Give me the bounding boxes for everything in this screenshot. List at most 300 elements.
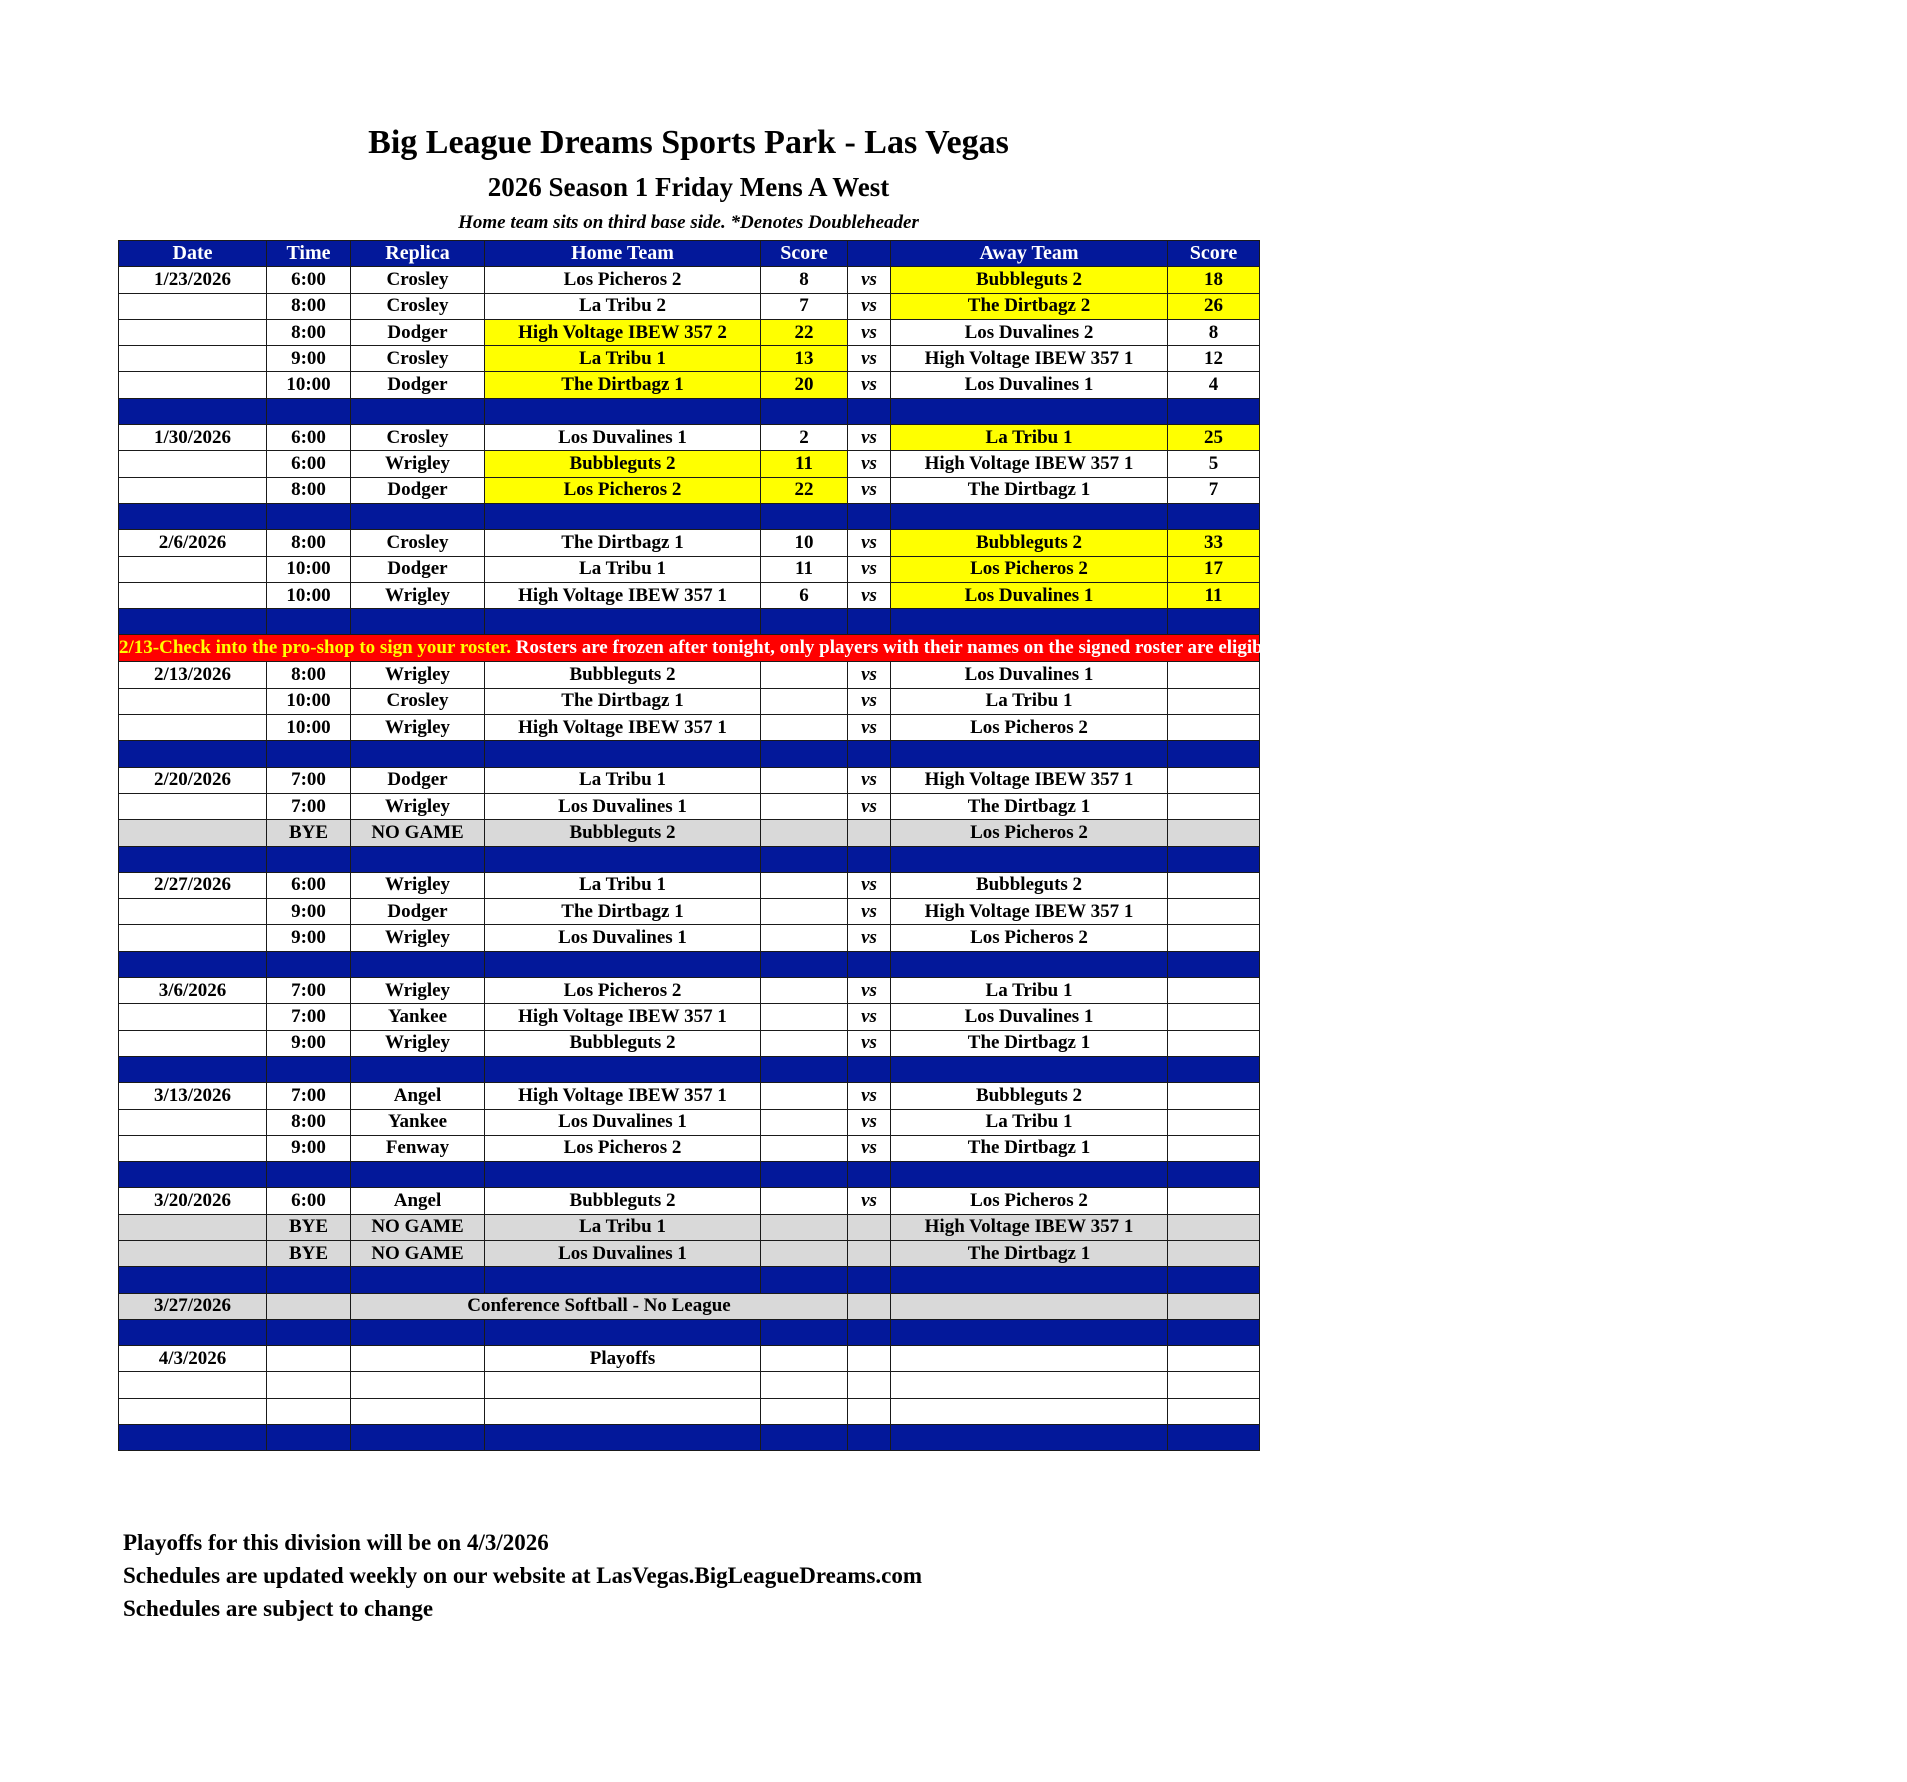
home-team-cell: The Dirtbagz 1 (485, 688, 761, 714)
game-row (119, 267, 1260, 293)
game-row (119, 451, 1260, 477)
cell (267, 1398, 351, 1424)
separator-cell (267, 1267, 351, 1293)
separator-cell (485, 1056, 761, 1082)
notice-row (119, 635, 1260, 662)
home-team-cell: Los Picheros 2 (485, 267, 761, 293)
home-team-cell: La Tribu 2 (485, 293, 761, 319)
field-cell: Wrigley (351, 662, 485, 688)
away-team-cell: High Voltage IBEW 357 1 (891, 451, 1168, 477)
away-team-cell: La Tribu 1 (891, 688, 1168, 714)
vs-cell: vs (848, 530, 891, 556)
cell (351, 1346, 485, 1372)
home-score-cell (761, 662, 848, 688)
time-cell: BYE (267, 820, 351, 846)
notice-text: Rosters are frozen after tonight, only players with their names on the signed roster are eligible for playoffs. Please check carefully as changes will not be made for omissions. (511, 637, 1907, 659)
away-score-cell (1168, 715, 1260, 741)
vs-cell: vs (848, 1030, 891, 1056)
separator-cell (1168, 398, 1260, 424)
date-cell: 2/13/2026 (119, 662, 267, 688)
separator-row (119, 1162, 1260, 1188)
separator-cell (761, 951, 848, 977)
field-cell: Crosley (351, 346, 485, 372)
away-score-cell: 11 (1168, 582, 1260, 608)
field-cell: Crosley (351, 267, 485, 293)
away-score-cell (1168, 925, 1260, 951)
time-cell: 6:00 (267, 872, 351, 898)
away-team-cell: High Voltage IBEW 357 1 (891, 899, 1168, 925)
conference-row (119, 1293, 1260, 1319)
game-row (119, 293, 1260, 319)
separator-cell (891, 398, 1168, 424)
away-score-cell (1168, 767, 1260, 793)
home-team-cell: Bubbleguts 2 (485, 1030, 761, 1056)
date-cell (119, 582, 267, 608)
separator-row (119, 1267, 1260, 1293)
separator-cell (485, 398, 761, 424)
date-cell (119, 1109, 267, 1135)
field-cell: Crosley (351, 293, 485, 319)
separator-cell (485, 846, 761, 872)
field-cell: Wrigley (351, 1030, 485, 1056)
page-subtitle: 2026 Season 1 Friday Mens A West (487, 172, 890, 202)
separator-cell (351, 1162, 485, 1188)
vs-cell (848, 1293, 891, 1319)
home-score-cell: 8 (761, 267, 848, 293)
home-team-cell: Los Duvalines 1 (485, 1109, 761, 1135)
cell (848, 1372, 891, 1398)
separator-cell (848, 1162, 891, 1188)
game-row (119, 1004, 1260, 1030)
vs-cell: vs (848, 372, 891, 398)
date-cell (119, 715, 267, 741)
away-team-cell: The Dirtbagz 1 (891, 1030, 1168, 1056)
date-cell (119, 477, 267, 503)
separator-cell (1168, 1425, 1260, 1451)
cell (119, 1372, 267, 1398)
time-cell: 10:00 (267, 556, 351, 582)
separator-cell (485, 1162, 761, 1188)
separator-cell (891, 503, 1168, 529)
away-team-cell: The Dirtbagz 1 (891, 793, 1168, 819)
date-cell: 3/13/2026 (119, 1083, 267, 1109)
date-cell: 2/27/2026 (119, 872, 267, 898)
field-cell: Angel (351, 1188, 485, 1214)
vs-cell: vs (848, 1188, 891, 1214)
separator-cell (1168, 1319, 1260, 1345)
separator-cell (351, 503, 485, 529)
playoffs-row (119, 1346, 1260, 1372)
home-team-cell: La Tribu 1 (485, 346, 761, 372)
home-team-cell: Los Picheros 2 (485, 1135, 761, 1161)
date-cell (119, 1135, 267, 1161)
date-cell (119, 1240, 267, 1266)
field-cell: Wrigley (351, 715, 485, 741)
home-team-cell: Los Duvalines 1 (485, 793, 761, 819)
separator-cell (1168, 609, 1260, 635)
home-team-cell: The Dirtbagz 1 (485, 530, 761, 556)
away-score-cell: 33 (1168, 530, 1260, 556)
field-cell: Yankee (351, 1004, 485, 1030)
cell (1168, 1372, 1260, 1398)
date-cell (119, 899, 267, 925)
time-cell: 9:00 (267, 346, 351, 372)
game-row (119, 688, 1260, 714)
away-team-cell: Los Duvalines 1 (891, 372, 1168, 398)
home-score-cell (761, 820, 848, 846)
vs-cell: vs (848, 978, 891, 1004)
vs-cell: vs (848, 451, 891, 477)
notice-highlight: Check into the pro-shop to sign your roster. (159, 637, 511, 659)
home-team-cell: Bubbleguts 2 (485, 1188, 761, 1214)
date-cell: 1/23/2026 (119, 267, 267, 293)
separator-cell (351, 741, 485, 767)
time-cell: BYE (267, 1240, 351, 1266)
away-score-cell: 17 (1168, 556, 1260, 582)
col-time: Time (267, 241, 351, 267)
home-score-cell: 2 (761, 425, 848, 451)
field-cell: Wrigley (351, 451, 485, 477)
vs-cell: vs (848, 715, 891, 741)
home-team-cell: Los Picheros 2 (485, 477, 761, 503)
separator-cell (848, 609, 891, 635)
home-team-cell: High Voltage IBEW 357 1 (485, 1083, 761, 1109)
separator-cell (485, 609, 761, 635)
vs-cell: vs (848, 872, 891, 898)
field-cell: Wrigley (351, 925, 485, 951)
date-cell (119, 319, 267, 345)
away-score-cell: 5 (1168, 451, 1260, 477)
separator-cell (351, 398, 485, 424)
away-team-cell: La Tribu 1 (891, 978, 1168, 1004)
game-row (119, 1214, 1260, 1240)
separator-cell (1168, 846, 1260, 872)
field-cell: Fenway (351, 1135, 485, 1161)
time-cell: 8:00 (267, 1109, 351, 1135)
home-score-cell (761, 872, 848, 898)
home-team-cell: La Tribu 1 (485, 556, 761, 582)
separator-cell (1168, 1162, 1260, 1188)
separator-cell (891, 609, 1168, 635)
separator-cell (485, 741, 761, 767)
date-cell (119, 372, 267, 398)
separator-row (119, 741, 1260, 767)
header-row (119, 241, 1260, 267)
away-team-cell: La Tribu 1 (891, 425, 1168, 451)
separator-cell (891, 1267, 1168, 1293)
time-cell: 9:00 (267, 1030, 351, 1056)
col-away-score: Score (1168, 241, 1260, 267)
game-row (119, 925, 1260, 951)
date-cell: 3/27/2026 (119, 1293, 267, 1319)
home-team-cell: High Voltage IBEW 357 1 (485, 715, 761, 741)
separator-cell (351, 846, 485, 872)
time-cell: 10:00 (267, 715, 351, 741)
vs-cell: vs (848, 477, 891, 503)
separator-cell (119, 1267, 267, 1293)
field-cell: Dodger (351, 319, 485, 345)
home-team-cell: Los Duvalines 1 (485, 925, 761, 951)
separator-cell (119, 1319, 267, 1345)
away-team-cell (891, 1293, 1168, 1319)
schedule-table (118, 240, 1907, 1451)
cell (761, 1372, 848, 1398)
time-cell: 10:00 (267, 582, 351, 608)
col-vs (848, 241, 891, 267)
home-score-cell (761, 1188, 848, 1214)
separator-cell (761, 1267, 848, 1293)
home-score-cell (761, 1083, 848, 1109)
home-score-cell: 11 (761, 556, 848, 582)
away-team-cell: Los Picheros 2 (891, 715, 1168, 741)
separator-cell (485, 1267, 761, 1293)
vs-cell: vs (848, 793, 891, 819)
field-cell: Crosley (351, 688, 485, 714)
away-team-cell: Bubbleguts 2 (891, 1083, 1168, 1109)
vs-cell (848, 1240, 891, 1266)
separator-cell (119, 741, 267, 767)
roster-notice (119, 635, 1907, 662)
game-row (119, 767, 1260, 793)
vs-cell: vs (848, 1083, 891, 1109)
separator-cell (848, 1056, 891, 1082)
date-cell (119, 1004, 267, 1030)
separator-cell (267, 1162, 351, 1188)
separator-cell (761, 1425, 848, 1451)
cell (267, 1346, 351, 1372)
cell (1168, 1346, 1260, 1372)
away-team-cell: Los Picheros 2 (891, 820, 1168, 846)
cell (848, 1398, 891, 1424)
cell (267, 1372, 351, 1398)
vs-cell: vs (848, 1109, 891, 1135)
home-team-cell: Los Duvalines 1 (485, 425, 761, 451)
field-cell: Dodger (351, 556, 485, 582)
away-team-cell: The Dirtbagz 1 (891, 477, 1168, 503)
col-home-team: Home Team (485, 241, 761, 267)
home-score-cell: 7 (761, 293, 848, 319)
date-cell (119, 925, 267, 951)
separator-cell (119, 1056, 267, 1082)
home-score-cell (761, 899, 848, 925)
separator-cell (848, 1425, 891, 1451)
away-team-cell: The Dirtbagz 1 (891, 1135, 1168, 1161)
home-score-cell (761, 767, 848, 793)
home-score-cell (761, 925, 848, 951)
cell (891, 1346, 1168, 1372)
date-cell: 3/20/2026 (119, 1188, 267, 1214)
away-score-cell (1168, 793, 1260, 819)
separator-cell (485, 1319, 761, 1345)
home-team-cell: Los Duvalines 1 (485, 1240, 761, 1266)
away-team-cell: Los Duvalines 1 (891, 662, 1168, 688)
separator-cell (267, 1056, 351, 1082)
field-cell: Wrigley (351, 793, 485, 819)
away-score-cell (1168, 1188, 1260, 1214)
cell (119, 1398, 267, 1424)
cell (761, 1398, 848, 1424)
away-team-cell: Los Picheros 2 (891, 1188, 1168, 1214)
vs-cell: vs (848, 582, 891, 608)
game-row (119, 530, 1260, 556)
date-cell (119, 556, 267, 582)
game-row (119, 556, 1260, 582)
separator-cell (1168, 1056, 1260, 1082)
vs-cell: vs (848, 425, 891, 451)
date-cell (119, 1030, 267, 1056)
home-team-cell: Bubbleguts 2 (485, 451, 761, 477)
separator-cell (267, 846, 351, 872)
field-cell: Wrigley (351, 978, 485, 1004)
away-team-cell: Los Duvalines 2 (891, 319, 1168, 345)
separator-cell (351, 1056, 485, 1082)
game-row (119, 372, 1260, 398)
game-row (119, 346, 1260, 372)
vs-cell: vs (848, 293, 891, 319)
date-cell (119, 688, 267, 714)
time-cell: 7:00 (267, 767, 351, 793)
away-score-cell: 8 (1168, 319, 1260, 345)
separator-cell (267, 741, 351, 767)
separator-cell (119, 846, 267, 872)
away-team-cell: La Tribu 1 (891, 1109, 1168, 1135)
game-row (119, 899, 1260, 925)
vs-cell: vs (848, 925, 891, 951)
game-row (119, 820, 1260, 846)
time-cell: 8:00 (267, 662, 351, 688)
home-score-cell: 6 (761, 582, 848, 608)
separator-cell (761, 1056, 848, 1082)
field-cell: Dodger (351, 372, 485, 398)
time-cell: 7:00 (267, 1083, 351, 1109)
away-score-cell: 26 (1168, 293, 1260, 319)
notice-date: 2/13- (119, 637, 160, 659)
time-cell: 10:00 (267, 688, 351, 714)
separator-cell (1168, 503, 1260, 529)
separator-cell (761, 1319, 848, 1345)
separator-cell (891, 1425, 1168, 1451)
home-score-cell (761, 1135, 848, 1161)
separator-cell (485, 1425, 761, 1451)
date-cell (119, 1214, 267, 1240)
separator-row (119, 951, 1260, 977)
vs-cell: vs (848, 1135, 891, 1161)
date-cell: 2/6/2026 (119, 530, 267, 556)
home-team-cell: La Tribu 1 (485, 872, 761, 898)
vs-cell: vs (848, 556, 891, 582)
separator-row (119, 1056, 1260, 1082)
footer-change-note: Schedules are subject to change (123, 1596, 434, 1621)
away-score-cell (1168, 688, 1260, 714)
vs-cell (848, 820, 891, 846)
home-team-cell: La Tribu 1 (485, 1214, 761, 1240)
schedule-body (119, 267, 1907, 1451)
separator-cell (761, 609, 848, 635)
date-cell: 1/30/2026 (119, 425, 267, 451)
away-team-cell: The Dirtbagz 2 (891, 293, 1168, 319)
home-score-cell (761, 978, 848, 1004)
separator-cell (119, 609, 267, 635)
time-cell: 6:00 (267, 267, 351, 293)
time-cell (267, 1293, 351, 1319)
date-cell: 3/6/2026 (119, 978, 267, 1004)
time-cell: 6:00 (267, 451, 351, 477)
separator-cell (351, 1425, 485, 1451)
separator-row (119, 846, 1260, 872)
cell (485, 1398, 761, 1424)
away-team-cell: Bubbleguts 2 (891, 872, 1168, 898)
separator-cell (119, 503, 267, 529)
time-cell: 6:00 (267, 1188, 351, 1214)
playoffs-date: 4/3/2026 (119, 1346, 267, 1372)
separator-cell (891, 1319, 1168, 1345)
separator-cell (485, 503, 761, 529)
separator-cell (891, 1162, 1168, 1188)
separator-cell (761, 398, 848, 424)
away-score-cell (1168, 872, 1260, 898)
game-row (119, 1083, 1260, 1109)
separator-cell (119, 1425, 267, 1451)
separator-row (119, 609, 1260, 635)
away-score-cell: 4 (1168, 372, 1260, 398)
separator-cell (761, 1162, 848, 1188)
away-score-cell: 25 (1168, 425, 1260, 451)
separator-cell (761, 741, 848, 767)
header-note: Home team sits on third base side. *Denotes Doubleheader (458, 212, 919, 233)
date-cell (119, 793, 267, 819)
field-cell: Crosley (351, 530, 485, 556)
vs-cell (848, 1214, 891, 1240)
date-cell (119, 451, 267, 477)
col-home-score: Score (761, 241, 848, 267)
cell (351, 1398, 485, 1424)
field-cell: Wrigley (351, 582, 485, 608)
home-score-cell (761, 1240, 848, 1266)
separator-cell (351, 609, 485, 635)
separator-cell (351, 951, 485, 977)
away-team-cell: The Dirtbagz 1 (891, 1240, 1168, 1266)
home-team-cell: The Dirtbagz 1 (485, 372, 761, 398)
away-score-cell (1168, 899, 1260, 925)
game-row (119, 1135, 1260, 1161)
home-team-cell: Los Picheros 2 (485, 978, 761, 1004)
game-row (119, 477, 1260, 503)
separator-cell (1168, 951, 1260, 977)
blank-row (119, 1398, 1260, 1424)
separator-cell (761, 503, 848, 529)
separator-row (119, 1319, 1260, 1345)
vs-cell: vs (848, 267, 891, 293)
cell (848, 1346, 891, 1372)
vs-cell: vs (848, 662, 891, 688)
separator-cell (351, 1267, 485, 1293)
blank-row (119, 1372, 1260, 1398)
field-cell: Dodger (351, 899, 485, 925)
game-row (119, 1240, 1260, 1266)
home-score-cell (761, 1214, 848, 1240)
cell (891, 1398, 1168, 1424)
home-score-cell (761, 793, 848, 819)
home-score-cell (761, 1109, 848, 1135)
separator-row (119, 503, 1260, 529)
col-away-team: Away Team (891, 241, 1168, 267)
time-cell: 10:00 (267, 372, 351, 398)
date-cell (119, 820, 267, 846)
away-team-cell: Bubbleguts 2 (891, 530, 1168, 556)
away-score-cell (1168, 1030, 1260, 1056)
field-cell: Yankee (351, 1109, 485, 1135)
separator-cell (267, 609, 351, 635)
